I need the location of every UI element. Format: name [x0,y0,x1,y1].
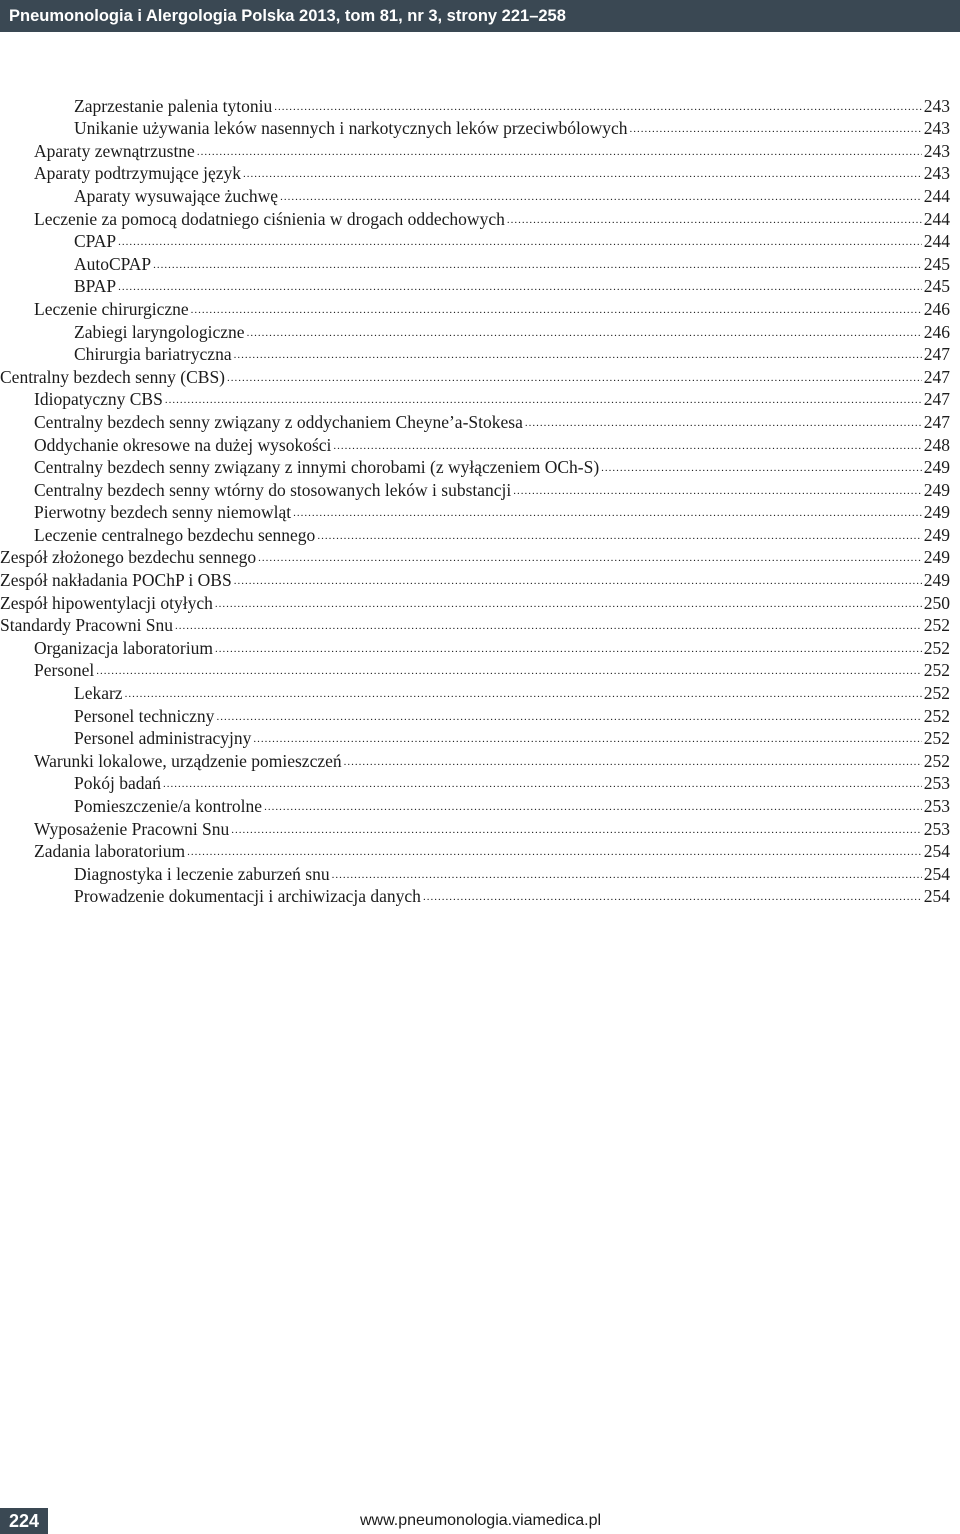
toc-entry [0,614,950,637]
toc-entry-page: 244 [923,231,950,252]
toc-entry-title: Pokój badań [74,773,162,794]
toc-entry-page: 247 [923,366,950,387]
dot-leader [247,328,922,343]
toc-entry-page: 250 [923,592,950,613]
toc-entry [0,591,950,614]
toc-entry [0,275,950,298]
dot-leader [332,870,922,885]
toc-entry [0,207,950,230]
dot-leader [234,576,922,591]
journal-header [0,0,960,32]
toc-entry [0,636,950,659]
toc-entry [0,365,950,388]
toc-entry-page: 249 [923,502,950,523]
toc-entry-page: 249 [923,479,950,500]
dot-leader [125,689,922,704]
toc-entry-title: Aparaty podtrzymujące język [34,163,241,184]
toc-entry-title: Zabiegi laryngologiczne [74,321,245,342]
toc-entry-page: 254 [923,863,950,884]
toc-entry-page: 249 [923,457,950,478]
toc-entry-page: 252 [923,615,950,636]
toc-entry-page: 249 [923,547,950,568]
table-of-contents [0,94,950,907]
toc-entry-title: Personel techniczny [74,705,215,726]
toc-entry-title: Pomieszczenie/a kontrolne [74,796,263,816]
toc-entry-page: 252 [923,728,950,749]
toc-entry [0,862,950,885]
toc-entry-title: Leczenie centralnego bezdechu sennego [34,524,316,545]
toc-entry [0,681,950,704]
toc-entry-title: Leczenie chirurgiczne [34,298,189,319]
toc-entry [0,117,950,140]
toc-entry-page: 254 [923,841,950,862]
toc-entry-title: Zespół nakładania POChP i OBS [0,570,232,591]
toc-entry-page: 246 [923,321,950,342]
dot-leader [215,599,922,614]
dot-leader [280,192,922,207]
toc-entry-title: Centralny bezdech senny wtórny do stosowanych leków i substancji [34,479,512,500]
toc-entry-title: Centralny bezdech senny związany z oddychaniem Cheyne’a-Stokesa [34,411,523,432]
footer-url: www.pneumonologia.viamedica.pl [360,1512,602,1529]
toc-entry-page: 252 [923,637,950,658]
toc-entry-title: Lekarz [74,683,123,704]
toc-entry [0,410,950,433]
toc-entry [0,297,950,320]
toc-entry-page: 243 [923,95,950,116]
toc-entry-title: Oddychanie okresowe na dużej wysokości [34,434,332,455]
toc-entry [0,523,950,546]
toc-entry-page: 247 [923,389,950,410]
dot-leader [243,169,922,184]
dot-leader [317,531,921,546]
toc-entry-title: Chirurgia bariatryczna [74,344,232,365]
toc-entry [0,727,950,750]
toc-entry-page: 243 [923,163,950,184]
dot-leader [258,553,922,568]
toc-entry-page: 247 [923,344,950,365]
toc-entry-page: 252 [923,705,950,726]
dot-leader [525,418,922,433]
toc-entry [0,659,950,682]
dot-leader [601,463,922,478]
dot-leader [513,486,921,501]
toc-entry-title: Aparaty wysuwające żuchwę [74,185,279,206]
toc-entry-title: Zaprzestanie palenia tytoniu [74,95,273,116]
toc-entry-title: AutoCPAP [74,253,152,274]
toc-entry-page: 244 [923,208,950,229]
toc-entry-page: 249 [923,524,950,545]
dot-leader [96,666,921,681]
dot-leader [423,892,922,907]
dot-leader [187,847,922,862]
toc-entry [0,230,950,253]
toc-entry-page: 254 [923,886,950,907]
journal-title: Pneumonologia i Alergologia Polska 2013, tom 81, nr 3, strony 221–258 [9,6,566,25]
toc-entry-page: 249 [923,570,950,591]
toc-entry-title: Zespół złożonego bezdechu sennego [0,547,257,568]
toc-entry [0,388,950,411]
dot-leader [197,147,922,162]
dot-leader [153,260,922,275]
toc-entry-page: 253 [923,818,950,839]
toc-entry-page: 243 [923,140,950,161]
dot-leader [293,508,922,523]
toc-entry-title: Personel administracyjny [74,728,252,749]
toc-entry [0,501,950,524]
dot-leader [630,124,922,139]
toc-entry [0,320,950,343]
toc-entry-title: Centralny bezdech senny związany z innymi chorobami (z wyłączeniem OCh-S) [34,457,600,478]
toc-entry-page: 248 [923,434,950,455]
toc-entry-page: 244 [923,185,950,206]
toc-entry [0,568,950,591]
dot-leader [231,825,921,840]
dot-leader [191,305,922,320]
dot-leader [227,373,922,388]
toc-entry [0,433,950,456]
toc-entry [0,139,950,162]
toc-entry [0,478,950,501]
toc-entry [0,343,950,366]
dot-leader [344,757,922,772]
toc-entry-page: 253 [923,773,950,794]
toc-entry-page: 252 [923,683,950,704]
dot-leader [234,350,922,365]
toc-entry [0,456,950,479]
toc-entry-page: 253 [923,796,950,816]
toc-entry-page: 252 [923,660,950,681]
dot-leader [274,102,921,117]
toc-entry [0,772,950,795]
toc-entry [0,794,950,817]
dot-leader [253,734,921,749]
toc-entry [0,184,950,207]
dot-leader [163,779,922,794]
toc-entry-title: Wyposażenie Pracowni Snu [34,818,230,839]
dot-leader [175,621,922,636]
toc-entry-title: Personel [34,660,95,681]
toc-entry-page: 243 [923,118,950,139]
toc-entry-page: 252 [923,750,950,771]
toc-entry [0,252,950,275]
toc-entry-page: 245 [923,276,950,297]
toc-entry-title: Organizacja laboratorium [34,637,213,658]
dot-leader [333,441,921,456]
toc-entry-title: Leczenie za pomocą dodatniego ciśnienia w drogach oddechowych [34,208,505,229]
toc-entry-title: Unikanie używania leków nasennych i narkotycznych leków przeciwbólowych [74,118,628,139]
toc-entry [0,749,950,772]
toc-entry-title: Pierwotny bezdech senny niemowląt [34,502,292,523]
dot-leader [507,215,922,230]
dot-leader [216,712,921,727]
toc-entry-title: BPAP [74,276,117,297]
toc-entry-page: 247 [923,411,950,432]
toc-entry-title: Zadania laboratorium [34,841,186,862]
toc-entry-page: 245 [923,253,950,274]
dot-leader [264,802,922,817]
dot-leader [215,644,922,659]
toc-entry [0,546,950,569]
toc-entry-title: Aparaty zewnątrzustne [34,140,195,161]
toc-entry [0,162,950,185]
toc-entry-page: 246 [923,298,950,319]
toc-entry-title: Centralny bezdech senny (CBS) [0,366,226,387]
dot-leader [118,282,922,297]
dot-leader [118,237,922,252]
toc-entry-title: Warunki lokalowe, urządzenie pomieszczeń [34,750,342,771]
toc-entry [0,94,950,117]
toc-entry-title: CPAP [74,231,117,252]
toc-entry-title: Diagnostyka i leczenie zaburzeń snu [74,863,330,884]
toc-entry [0,885,950,908]
toc-entry-title: Idiopatyczny CBS [34,389,163,410]
dot-leader [165,395,922,410]
toc-entry [0,817,950,840]
toc-entry [0,704,950,727]
toc-entry-title: Prowadzenie dokumentacji i archiwizacja danych [74,886,421,907]
toc-entry-title: Standardy Pracowni Snu [0,615,174,636]
toc-entry-title: Zespół hipowentylacji otyłych [0,592,213,613]
page-number-badge: 224 [0,1508,48,1534]
toc-entry [0,840,950,863]
